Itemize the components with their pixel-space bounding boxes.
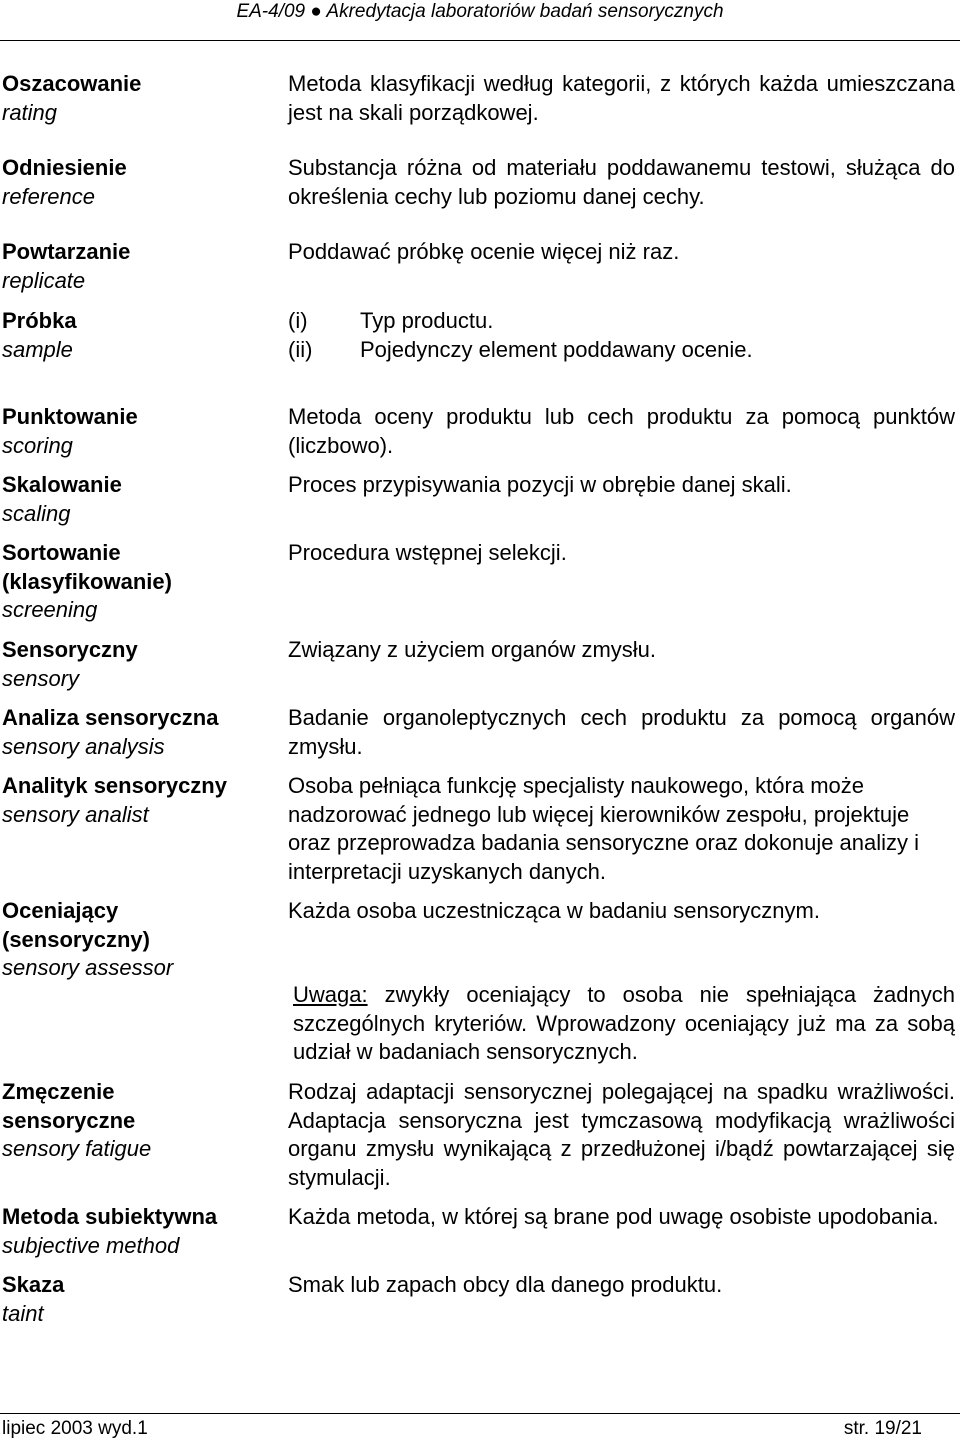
page-header: EA-4/09 ● Akredytacja laboratoriów badań sensorycznych [236, 1, 724, 22]
definition-subjective-method: Każda metoda, w której są brane pod uwagę osobiste upodobania. [288, 1204, 939, 1229]
assessor-note [293, 981, 955, 1067]
definition-sensory-analist: Osoba pełniąca funkcję specjalisty naukowego, która może nadzorować jednego lub więcej kierowników zespołu, projektuje oraz przeprowadza badania sensoryczne oraz dokonuje analizy i interpretacji uzyskanych danych. [288, 773, 920, 884]
term-polish: Powtarzanie [2, 239, 131, 264]
term-polish: Próbka [2, 308, 77, 333]
term-english: rating [2, 99, 58, 125]
term-sensory [2, 636, 282, 693]
term-english: sensory analist [2, 801, 149, 827]
term-scoring [2, 403, 282, 460]
term-polish: Sortowanie (klasyfikowanie) [2, 540, 172, 594]
term-sample [2, 307, 282, 364]
term-sensory-analysis [2, 704, 282, 761]
term-screening [2, 539, 282, 625]
term-polish: Analiza sensoryczna [2, 705, 219, 730]
term-english: screening [2, 597, 98, 622]
term-english: sensory [2, 665, 80, 691]
term-polish: Oszacowanie [2, 71, 142, 96]
term-english: scoring [2, 432, 73, 458]
term-english: reference [2, 183, 95, 209]
definition-sensory: Związany z użyciem organów zmysłu. [288, 637, 657, 662]
term-english: sample [2, 336, 73, 362]
definition-sensory-fatigue: Rodzaj adaptacji sensorycznej polegającej na spadku wrażliwości. Adaptacja sensoryczna jest tymczasową modyfikacją wrażliwości organu zmysłu wynikającą z przedłużonej i/bądź powtarzającej się stymulacji. [288, 1079, 955, 1190]
definition-replicate: Poddawać próbkę ocenie więcej niż raz. [288, 239, 680, 264]
footer-edition: lipiec 2003 wyd.1 [2, 1418, 148, 1439]
page-number: str. 19/21 [843, 1418, 922, 1439]
term-polish: Punktowanie [2, 404, 138, 429]
definition-screening: Procedura wstępnej selekcji. [288, 540, 567, 565]
term-english: subjective method [2, 1232, 180, 1258]
definition-sample [288, 307, 955, 364]
term-rating [2, 70, 282, 127]
term-polish: Odniesienie [2, 155, 127, 180]
term-polish: Zmęczenie sensoryczne [2, 1079, 136, 1133]
term-sensory-analist [2, 772, 282, 829]
term-replicate [2, 238, 282, 295]
definition-sensory-assessor: Każda osoba uczestnicząca w badaniu sensorycznym. [288, 898, 820, 923]
note-text: zwykły oceniający to osoba nie spełniająca żadnych szczególnych kryteriów. Wprowadzony oceniający już ma za sobą udział w badaniach sensorycznych. [293, 982, 955, 1064]
footer-rule [0, 1413, 960, 1414]
term-english: sensory fatigue [2, 1136, 152, 1161]
item-text: Pojedynczy element poddawany ocenie. [360, 336, 753, 362]
term-polish: Metoda subiektywna [2, 1204, 218, 1229]
definition-rating: Metoda klasyfikacji według kategorii, z których każda umieszczana jest na skali porządkowej. [288, 71, 955, 125]
term-english: taint [2, 1300, 44, 1326]
term-polish: Oceniający (sensoryczny) [2, 898, 150, 952]
term-polish: Sensoryczny [2, 637, 138, 662]
term-sensory-fatigue [2, 1078, 282, 1164]
term-english: scaling [2, 500, 71, 526]
definition-taint: Smak lub zapach obcy dla danego produktu. [288, 1272, 723, 1297]
definition-item [288, 307, 955, 336]
term-polish: Skaza [2, 1272, 65, 1297]
definition-scoring: Metoda oceny produktu lub cech produktu za pomocą punktów (liczbowo). [288, 404, 955, 458]
term-scaling [2, 471, 282, 528]
item-text: Typ productu. [360, 308, 494, 333]
item-number: (ii) [288, 336, 313, 362]
term-english: replicate [2, 267, 86, 293]
definition-reference: Substancja różna od materiału poddawanemu testowi, służąca do określenia cechy lub poziomu danej cechy. [288, 155, 955, 209]
term-english: sensory assessor [2, 955, 174, 980]
definition-sensory-analysis: Badanie organoleptycznych cech produktu za pomocą organów zmysłu. [288, 705, 955, 759]
item-number: (i) [288, 308, 308, 333]
header-rule [0, 40, 960, 41]
term-english: sensory analysis [2, 733, 165, 759]
term-polish: Skalowanie [2, 472, 122, 497]
term-reference [2, 154, 282, 211]
term-taint [2, 1271, 282, 1328]
note-label: Uwaga: [293, 982, 368, 1007]
term-sensory-assessor [2, 897, 282, 983]
definition-scaling: Proces przypisywania pozycji w obrębie danej skali. [288, 472, 792, 497]
definition-item [288, 336, 955, 365]
term-subjective-method [2, 1203, 282, 1260]
term-polish: Analityk sensoryczny [2, 773, 227, 798]
